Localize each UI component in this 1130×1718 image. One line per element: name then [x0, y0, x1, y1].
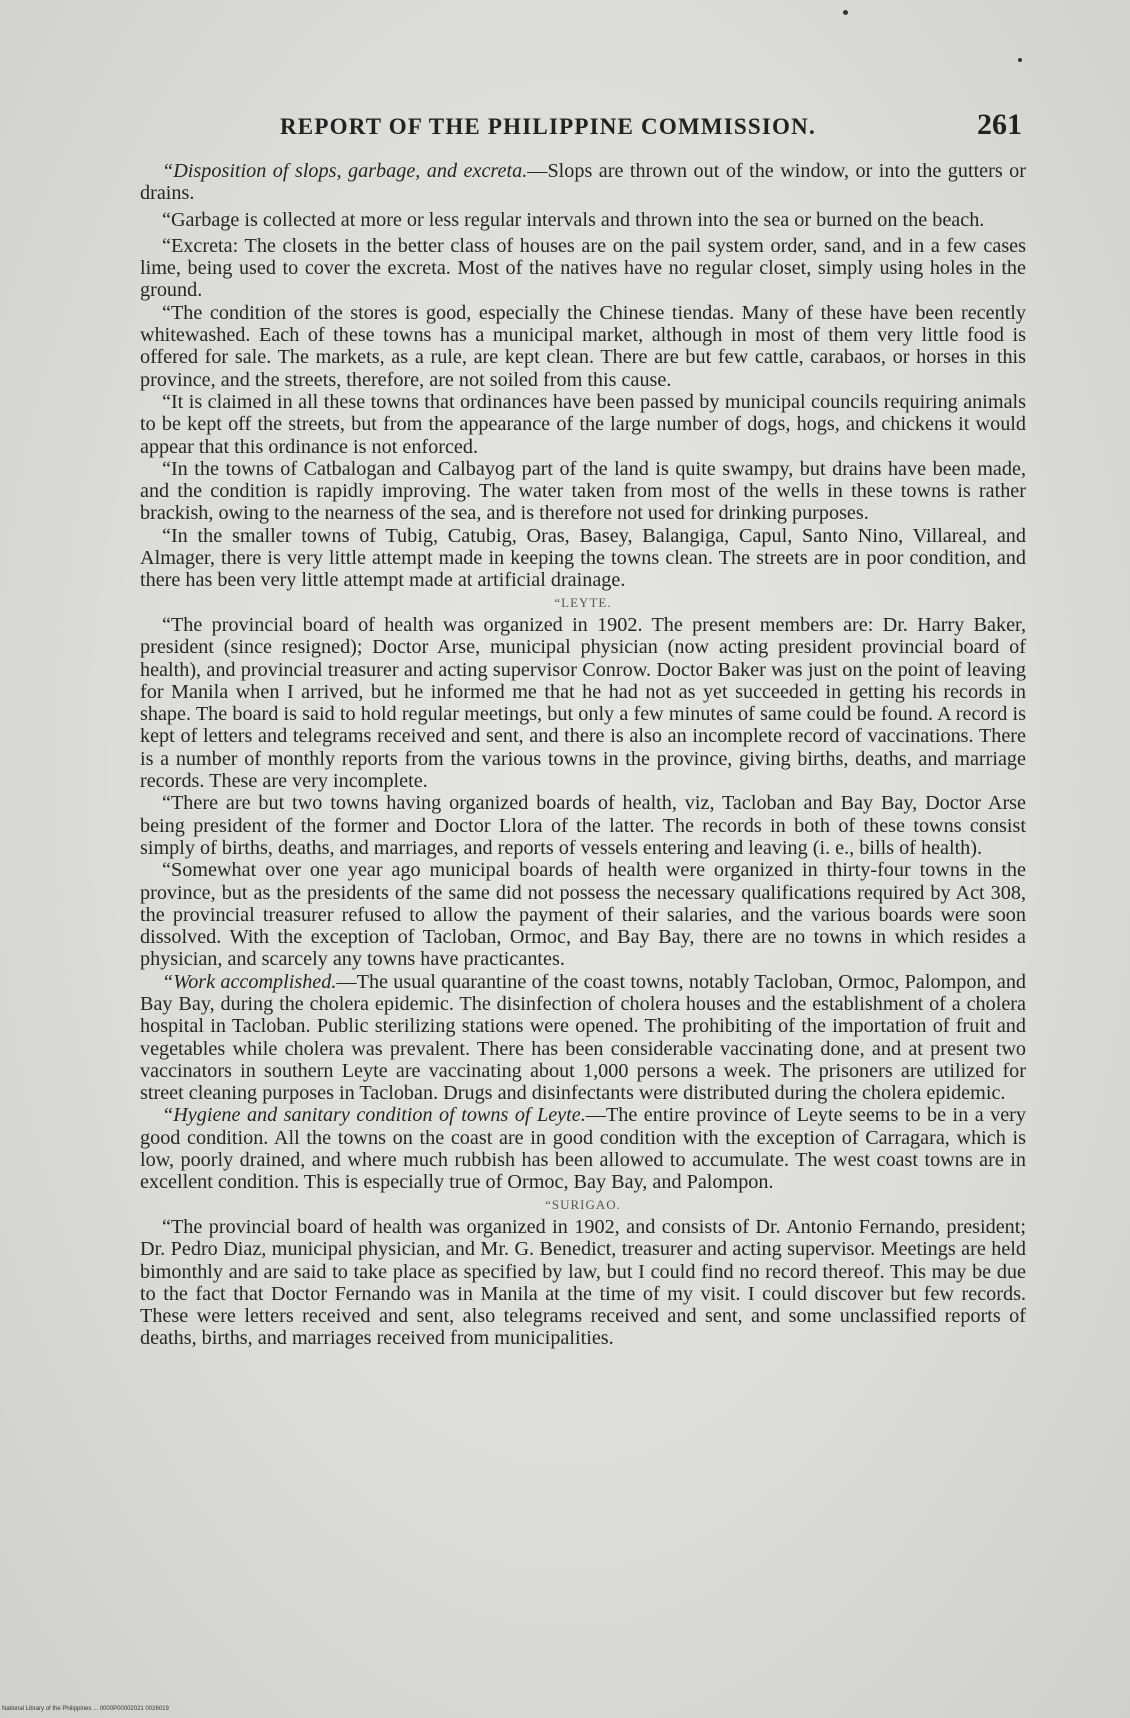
- italic-lead: “Hygiene and sanitary condition of towns of Leyte.: [162, 1104, 586, 1127]
- footer-credit: National Library of the Philippines ... 0000P00002021 0026019: [2, 1706, 169, 1712]
- paragraph: “It is claimed in all these towns that ordinances have been passed by municipal councils requiring animals to be kept off the streets, but from the appearance of the large number of dogs, hogs, and chickens it would appear that this ordinance is not enforced.: [140, 390, 1026, 458]
- page-header: [280, 108, 1022, 148]
- scan-speck: [1018, 58, 1022, 62]
- paragraph-text: —The usual quarantine of the coast towns, notably Tacloban, Ormoc, Palompon, and Bay Bay, during the cholera epidemic. The disinfection of cholera houses and the establishment of a cholera hospital in Tacloban. Public sterilizing stations were opened. The prohibiting of the importation of fruit and vegetables while cholera was prevalent. There has been considerable vaccinating done, and at present two vaccinators in southern Leyte are vaccinating about 1,000 persons a week. The prisoners are utilized for street cleaning purposes in Tacloban. Drugs and disinfectants were distributed during the cholera epidemic.: [140, 970, 1027, 1105]
- paragraph: “In the smaller towns of Tubig, Catubig, Oras, Basey, Balangiga, Capul, Santo Nino, Villareal, and Almager, there is very little attempt made in keeping the towns clean. The streets are in poor condition, and there has been very little attempt made at artificial drainage.: [140, 524, 1026, 592]
- paragraph: “There are but two towns having organized boards of health, viz, Tacloban and Bay Bay, Doctor Arse being president of the former and Doctor Llora of the latter. The records in both of these towns consist simply of births, deaths, and marriages, and reports of vessels entering and leaving (i. e., bills of health).: [140, 792, 1026, 859]
- body-text: [140, 160, 1026, 1350]
- paragraph: “Garbage is collected at more or less regular intervals and thrown into the sea or burned on the beach.: [162, 208, 985, 231]
- running-head: REPORT OF THE PHILIPPINE COMMISSION.: [280, 114, 816, 139]
- paragraph: “In the towns of Catbalogan and Calbayog part of the land is quite swampy, but drains have been made, and the condition is rapidly improving. The water taken from most of the wells in these towns is rather brackish, owing to the nearness of the sea, and is therefore not used for drinking purposes.: [140, 457, 1026, 525]
- paragraph: [140, 971, 1026, 1105]
- scan-speck: [843, 10, 848, 15]
- section-heading-surigao: “SURIGAO.: [545, 1196, 621, 1212]
- paragraph-text: —Slops are thrown out of the window, or into the gutters or drains.: [140, 160, 1026, 205]
- paragraph: “The provincial board of health was organized in 1902, and consists of Dr. Antonio Fernando, president; Dr. Pedro Diaz, municipal physician, and Mr. G. Benedict, treasurer and acting supervisor. Meetings are held bimonthly and are said to take place as specified by law, but I could find no record thereof. This may be due to the fact that Doctor Fernando was in Manila at the time of my visit. I could discover but few records. These were letters received and sent, also telegrams received and sent, and some unclassified reports of deaths, births, and marriages received from municipalities.: [140, 1215, 1026, 1350]
- paragraph: “Somewhat over one year ago municipal boards of health were organized in thirty-four towns in the province, but as the presidents of the same did not possess the necessary qualifications required by Act 308, the provincial treasurer refused to allow the payment of their salaries, and the various boards were soon dissolved. With the exception of Tacloban, Ormoc, and Bay Bay, there are no towns in which resides a physician, and scarcely any towns have practicantes.: [140, 859, 1026, 971]
- italic-lead: “Disposition of slops, garbage, and excreta.: [162, 160, 528, 182]
- page-number: 261: [977, 108, 1022, 141]
- paragraph: [140, 1104, 1026, 1193]
- paragraph: “Excreta: The closets in the better class of houses are on the pail system order, sand, and in a few cases lime, being used to cover the excreta. Most of the natives have no regular closet, simply using holes in the ground.: [140, 234, 1026, 302]
- paragraph: [140, 160, 1026, 205]
- italic-lead: “Work accomplished.: [162, 970, 337, 993]
- paragraph: “The condition of the stores is good, especially the Chinese tiendas. Many of these have been recently whitewashed. Each of these towns has a municipal market, although in most of them very little food is offered for sale. The markets, as a rule, are kept clean. There are but few cattle, carabaos, or horses in this province, and the streets, therefore, are not soiled from this cause.: [140, 301, 1026, 391]
- paragraph-text: —The entire province of Leyte seems to be in a very good condition. All the towns on the coast are in good condition with the exception of Carragara, which is low, poorly drained, and where much rubbish has been allowed to accumulate. The west coast towns are in excellent condition. This is especially true of Ormoc, Bay Bay, and Palompon.: [140, 1104, 1026, 1194]
- paragraph: “The provincial board of health was organized in 1902. The present members are: Dr. Harry Baker, president (since resigned); Doctor Arse, municipal physician (now acting president provincial board of health), and provincial treasurer and acting supervisor Conrow. Doctor Baker was just on the point of leaving for Manila when I arrived, but he informed me that he had not as yet succeeded in getting his records in shape. The board is said to hold regular meetings, but only a few minutes of same could be found. A record is kept of letters and telegrams received and sent, and there is also an incomplete record of vaccinations. There is a number of monthly reports from the various towns in the province, giving births, deaths, and marriage records. These are very incomplete.: [140, 613, 1026, 793]
- section-heading-leyte: “LEYTE.: [554, 594, 612, 610]
